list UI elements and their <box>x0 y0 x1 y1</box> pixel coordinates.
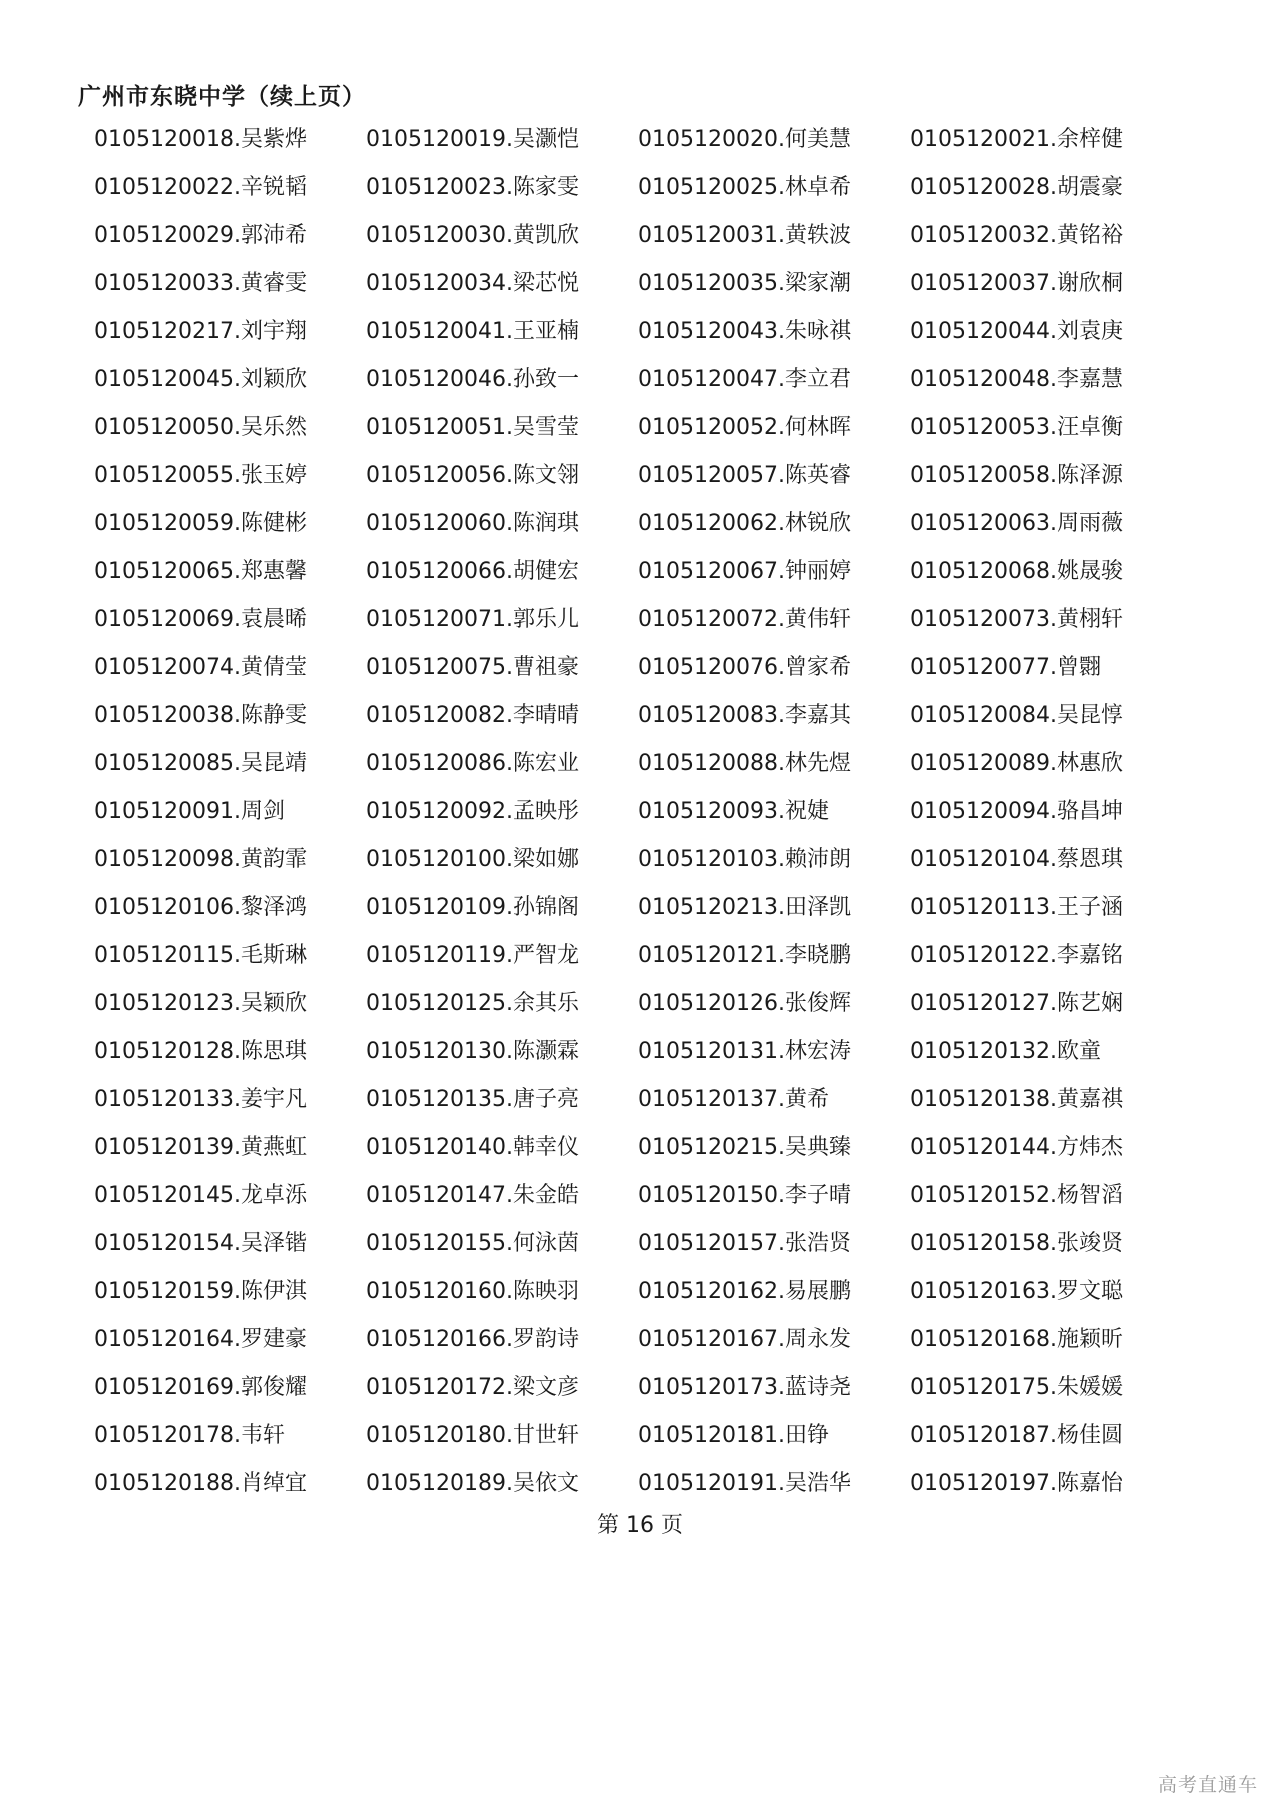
list-item: 0105120109.孙锦阁 <box>366 895 579 920</box>
list-item: 0105120158.张竣贤 <box>910 1231 1123 1256</box>
list-item: 0105120062.林锐欣 <box>638 511 851 536</box>
list-item: 0105120028.胡震豪 <box>910 175 1123 200</box>
list-item: 0105120075.曹祖豪 <box>366 655 579 680</box>
list-item: 0105120154.吴泽锴 <box>94 1231 307 1256</box>
list-item: 0105120023.陈家雯 <box>366 175 579 200</box>
list-item: 0105120133.姜宇凡 <box>94 1087 307 1112</box>
list-item: 0105120065.郑惠馨 <box>94 559 307 584</box>
list-item: 0105120127.陈艺娴 <box>910 991 1123 1016</box>
list-item: 0105120144.方炜杰 <box>910 1135 1123 1160</box>
list-item: 0105120029.郭沛希 <box>94 223 307 248</box>
list-item: 0105120094.骆昌坤 <box>910 799 1123 824</box>
list-item: 0105120037.谢欣桐 <box>910 271 1123 296</box>
list-item: 0105120159.陈伊淇 <box>94 1279 307 1304</box>
page-number: 第 16 页 <box>597 1513 683 1538</box>
list-item: 0105120031.黄轶波 <box>638 223 851 248</box>
list-item: 0105120197.陈嘉怡 <box>910 1471 1123 1496</box>
list-item: 0105120106.黎泽鸿 <box>94 895 307 920</box>
list-item: 0105120074.黄倩莹 <box>94 655 307 680</box>
list-item: 0105120051.吴雪莹 <box>366 415 579 440</box>
list-item: 0105120047.李立君 <box>638 367 851 392</box>
admission-list <box>94 120 1214 1512</box>
list-item: 0105120098.黄韵霏 <box>94 847 307 872</box>
list-item: 0105120060.陈润琪 <box>366 511 579 536</box>
list-item: 0105120022.辛锐韬 <box>94 175 307 200</box>
list-item: 0105120122.李嘉铭 <box>910 943 1123 968</box>
list-item: 0105120055.张玉婷 <box>94 463 307 488</box>
list-item: 0105120093.祝婕 <box>638 799 829 824</box>
list-item: 0105120088.林先煜 <box>638 751 851 776</box>
list-item: 0105120178.韦轩 <box>94 1423 285 1448</box>
school-heading: 广州市东晓中学（续上页） <box>78 84 366 110</box>
list-item: 0105120059.陈健彬 <box>94 511 307 536</box>
list-item: 0105120163.罗文聪 <box>910 1279 1123 1304</box>
list-item: 0105120085.吴昆靖 <box>94 751 307 776</box>
list-item: 0105120168.施颖昕 <box>910 1327 1123 1352</box>
list-item: 0105120069.袁晨晞 <box>94 607 307 632</box>
list-item: 0105120019.吴灏恺 <box>366 127 579 152</box>
list-item: 0105120132.欧童 <box>910 1039 1101 1064</box>
list-item: 0105120167.周永发 <box>638 1327 851 1352</box>
list-item: 0105120126.张俊辉 <box>638 991 851 1016</box>
list-item: 0105120135.唐子亮 <box>366 1087 579 1112</box>
list-item: 0105120164.罗建豪 <box>94 1327 307 1352</box>
list-item: 0105120180.甘世轩 <box>366 1423 579 1448</box>
list-item: 0105120172.梁文彦 <box>366 1375 579 1400</box>
list-item: 0105120035.梁家潮 <box>638 271 851 296</box>
list-item: 0105120068.姚晟骏 <box>910 559 1123 584</box>
list-item: 0105120130.陈灏霖 <box>366 1039 579 1064</box>
list-item: 0105120091.周剑 <box>94 799 285 824</box>
list-item: 0105120089.林惠欣 <box>910 751 1123 776</box>
list-item: 0105120058.陈泽源 <box>910 463 1123 488</box>
list-item: 0105120138.黄嘉祺 <box>910 1087 1123 1112</box>
list-item: 0105120030.黄凯欣 <box>366 223 579 248</box>
list-item: 0105120032.黄铭裕 <box>910 223 1123 248</box>
list-item: 0105120066.胡健宏 <box>366 559 579 584</box>
list-item: 0105120044.刘袁庚 <box>910 319 1123 344</box>
list-item: 0105120020.何美慧 <box>638 127 851 152</box>
list-item: 0105120169.郭俊耀 <box>94 1375 307 1400</box>
list-item: 0105120150.李子晴 <box>638 1183 851 1208</box>
list-item: 0105120128.陈思琪 <box>94 1039 307 1064</box>
list-item: 0105120083.李嘉其 <box>638 703 851 728</box>
list-item: 0105120041.王亚楠 <box>366 319 579 344</box>
list-item: 0105120119.严智龙 <box>366 943 579 968</box>
list-item: 0105120048.李嘉慧 <box>910 367 1123 392</box>
list-item: 0105120033.黄睿雯 <box>94 271 307 296</box>
list-item: 0105120104.蔡恩琪 <box>910 847 1123 872</box>
list-item: 0105120045.刘颖欣 <box>94 367 307 392</box>
list-item: 0105120113.王子涵 <box>910 895 1123 920</box>
list-item: 0105120092.孟映彤 <box>366 799 579 824</box>
list-item: 0105120155.何泳茵 <box>366 1231 579 1256</box>
list-item: 0105120166.罗韵诗 <box>366 1327 579 1352</box>
list-item: 0105120157.张浩贤 <box>638 1231 851 1256</box>
list-item: 0105120187.杨佳圆 <box>910 1423 1123 1448</box>
list-item: 0105120103.赖沛朗 <box>638 847 851 872</box>
list-item: 0105120137.黄希 <box>638 1087 829 1112</box>
list-item: 0105120073.黄栩轩 <box>910 607 1123 632</box>
list-item: 0105120145.龙卓泺 <box>94 1183 307 1208</box>
list-item: 0105120034.梁芯悦 <box>366 271 579 296</box>
list-item: 0105120125.余其乐 <box>366 991 579 1016</box>
list-item: 0105120067.钟丽婷 <box>638 559 851 584</box>
list-item: 0105120139.黄燕虹 <box>94 1135 307 1160</box>
list-item: 0105120100.梁如娜 <box>366 847 579 872</box>
list-item: 0105120181.田铮 <box>638 1423 829 1448</box>
list-item: 0105120215.吴典臻 <box>638 1135 851 1160</box>
list-item: 0105120052.何林晖 <box>638 415 851 440</box>
list-item: 0105120076.曾家希 <box>638 655 851 680</box>
list-item: 0105120072.黄伟轩 <box>638 607 851 632</box>
list-item: 0105120160.陈映羽 <box>366 1279 579 1304</box>
list-item: 0105120115.毛斯琳 <box>94 943 307 968</box>
list-item: 0105120191.吴浩华 <box>638 1471 851 1496</box>
list-item: 0105120050.吴乐然 <box>94 415 307 440</box>
list-item: 0105120175.朱媛媛 <box>910 1375 1123 1400</box>
list-item: 0105120038.陈静雯 <box>94 703 307 728</box>
list-item: 0105120063.周雨薇 <box>910 511 1123 536</box>
list-item: 0105120123.吴颖欣 <box>94 991 307 1016</box>
list-item: 0105120043.朱咏祺 <box>638 319 851 344</box>
list-item: 0105120147.朱金皓 <box>366 1183 579 1208</box>
list-item: 0105120140.韩幸仪 <box>366 1135 579 1160</box>
list-item: 0105120057.陈英睿 <box>638 463 851 488</box>
list-item: 0105120053.汪卓衡 <box>910 415 1123 440</box>
list-item: 0105120021.余梓健 <box>910 127 1123 152</box>
list-item: 0105120152.杨智滔 <box>910 1183 1123 1208</box>
list-item: 0105120188.肖绰宜 <box>94 1471 307 1496</box>
list-item: 0105120189.吴依文 <box>366 1471 579 1496</box>
list-item: 0105120082.李晴晴 <box>366 703 579 728</box>
list-item: 0105120217.刘宇翔 <box>94 319 307 344</box>
list-item: 0105120025.林卓希 <box>638 175 851 200</box>
watermark: 高考直通车 <box>1157 1774 1258 1796</box>
list-item: 0105120046.孙致一 <box>366 367 579 392</box>
list-item: 0105120056.陈文翎 <box>366 463 579 488</box>
list-item: 0105120162.易展鹏 <box>638 1279 851 1304</box>
list-item: 0105120121.李晓鹏 <box>638 943 851 968</box>
list-item: 0105120077.曾翾 <box>910 655 1101 680</box>
list-item: 0105120084.吴昆惇 <box>910 703 1123 728</box>
list-item: 0105120071.郭乐儿 <box>366 607 579 632</box>
list-item: 0105120086.陈宏业 <box>366 751 579 776</box>
list-item: 0105120131.林宏涛 <box>638 1039 851 1064</box>
list-item: 0105120213.田泽凯 <box>638 895 851 920</box>
list-item: 0105120018.吴紫烨 <box>94 127 307 152</box>
list-item: 0105120173.蓝诗尧 <box>638 1375 851 1400</box>
